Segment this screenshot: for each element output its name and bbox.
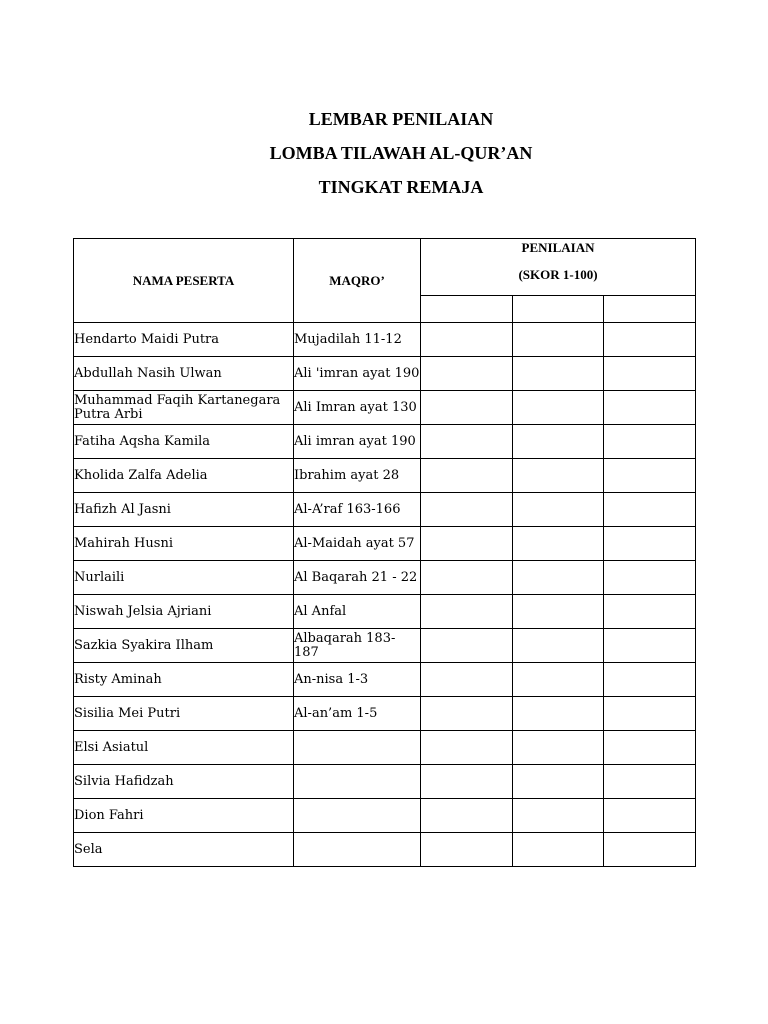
score-cell-1 <box>421 663 513 697</box>
table-row <box>74 595 696 629</box>
participant-name: Sazkia Syakira Ilham <box>74 637 214 653</box>
maqro-cell <box>294 663 421 697</box>
header-maqro: MAQRO’ <box>294 239 421 323</box>
maqro-text: Ali Imran ayat 130 <box>294 399 417 415</box>
participant-name-cell <box>74 697 294 731</box>
maqro-text: Al Baqarah 21 - 22 <box>294 569 418 585</box>
participant-name: Risty Aminah <box>74 671 162 687</box>
participant-name-cell <box>74 425 294 459</box>
title-line-1: LEMBAR PENILAIAN <box>308 109 494 129</box>
maqro-text: Ibrahim ayat 28 <box>294 467 400 483</box>
title-line-2: LOMBA TILAWAH AL-QUR’AN <box>269 143 533 163</box>
maqro-cell <box>294 459 421 493</box>
assessment-table <box>73 238 696 867</box>
score-cell-3 <box>604 527 696 561</box>
table-row <box>74 799 696 833</box>
maqro-cell <box>294 561 421 595</box>
score-cell-3 <box>604 833 696 867</box>
participant-name-cell <box>74 663 294 697</box>
score-cell-1 <box>421 833 513 867</box>
score-subheader-3 <box>604 296 696 323</box>
score-cell-2 <box>513 799 604 833</box>
score-cell-1 <box>421 799 513 833</box>
participant-name: Abdullah Nasih Ulwan <box>74 365 222 381</box>
participant-name: Muhammad Faqih Kartanegara Putra Arbi <box>74 392 281 422</box>
score-subheader-1 <box>421 296 513 323</box>
table-row <box>74 663 696 697</box>
table-row <box>74 765 696 799</box>
maqro-text: Al-A’raf 163-166 <box>294 501 401 517</box>
score-cell-1 <box>421 765 513 799</box>
score-cell-3 <box>604 425 696 459</box>
score-cell-1 <box>421 425 513 459</box>
score-cell-3 <box>604 629 696 663</box>
maqro-text: Albaqarah 183-187 <box>294 630 396 660</box>
participant-name-cell <box>74 323 294 357</box>
score-cell-2 <box>513 425 604 459</box>
maqro-cell <box>294 697 421 731</box>
table-body <box>74 323 696 867</box>
score-cell-2 <box>513 697 604 731</box>
score-cell-1 <box>421 391 513 425</box>
participant-name: Dion Fahri <box>74 807 144 823</box>
maqro-text: Ali imran ayat 190 <box>294 433 416 449</box>
score-cell-1 <box>421 595 513 629</box>
header-penilaian <box>421 239 696 296</box>
table-row <box>74 391 696 425</box>
score-cell-2 <box>513 731 604 765</box>
table-row <box>74 425 696 459</box>
maqro-cell <box>294 357 421 391</box>
header-skor-label: (SKOR 1-100) <box>518 267 598 282</box>
maqro-cell <box>294 799 421 833</box>
score-cell-2 <box>513 323 604 357</box>
participant-name-cell <box>74 527 294 561</box>
maqro-cell <box>294 595 421 629</box>
maqro-cell <box>294 629 421 663</box>
participant-name-cell <box>74 799 294 833</box>
maqro-cell <box>294 833 421 867</box>
score-cell-3 <box>604 357 696 391</box>
score-cell-1 <box>421 561 513 595</box>
participant-name: Hafizh Al Jasni <box>74 501 171 517</box>
header-penilaian-label: PENILAIAN <box>521 240 595 255</box>
score-cell-2 <box>513 357 604 391</box>
participant-name: Sisilia Mei Putri <box>74 705 181 721</box>
maqro-text: Ali 'imran ayat 190 <box>294 365 420 381</box>
score-cell-1 <box>421 697 513 731</box>
score-cell-1 <box>421 731 513 765</box>
score-cell-1 <box>421 493 513 527</box>
score-cell-3 <box>604 391 696 425</box>
participant-name: Sela <box>74 841 103 857</box>
score-cell-3 <box>604 323 696 357</box>
table-row <box>74 357 696 391</box>
participant-name: Silvia Hafidzah <box>74 773 174 789</box>
maqro-cell <box>294 731 421 765</box>
participant-name-cell <box>74 731 294 765</box>
score-cell-2 <box>513 629 604 663</box>
participant-name-cell <box>74 595 294 629</box>
maqro-cell <box>294 493 421 527</box>
score-cell-2 <box>513 493 604 527</box>
score-subheader-2 <box>513 296 604 323</box>
maqro-cell <box>294 425 421 459</box>
table-row <box>74 561 696 595</box>
participant-name: Elsi Asiatul <box>74 739 149 755</box>
score-cell-2 <box>513 663 604 697</box>
participant-name-cell <box>74 833 294 867</box>
maqro-cell <box>294 323 421 357</box>
maqro-text: Al-an’am 1-5 <box>294 705 378 721</box>
score-cell-1 <box>421 357 513 391</box>
score-cell-3 <box>604 697 696 731</box>
score-cell-3 <box>604 561 696 595</box>
table-row <box>74 493 696 527</box>
table-row <box>74 833 696 867</box>
score-cell-3 <box>604 731 696 765</box>
header-nama-peserta: NAMA PESERTA <box>74 239 294 323</box>
maqro-cell <box>294 527 421 561</box>
score-cell-1 <box>421 527 513 561</box>
document-title <box>0 102 768 204</box>
participant-name: Fatiha Aqsha Kamila <box>74 433 211 449</box>
maqro-cell <box>294 765 421 799</box>
participant-name-cell <box>74 459 294 493</box>
participant-name: Mahirah Husni <box>74 535 173 551</box>
participant-name: Hendarto Maidi Putra <box>74 331 220 347</box>
score-cell-3 <box>604 595 696 629</box>
table-row <box>74 527 696 561</box>
participant-name-cell <box>74 765 294 799</box>
score-cell-2 <box>513 595 604 629</box>
maqro-cell <box>294 391 421 425</box>
participant-name: Kholida Zalfa Adelia <box>74 467 208 483</box>
score-cell-2 <box>513 391 604 425</box>
participant-name: Nurlaili <box>74 569 125 585</box>
score-cell-2 <box>513 561 604 595</box>
participant-name-cell <box>74 629 294 663</box>
table-row <box>74 697 696 731</box>
maqro-text: Al-Maidah ayat 57 <box>294 535 415 551</box>
score-cell-2 <box>513 459 604 493</box>
score-cell-2 <box>513 527 604 561</box>
title-line-3: TINGKAT REMAJA <box>318 177 484 197</box>
score-cell-3 <box>604 765 696 799</box>
table-row <box>74 731 696 765</box>
score-cell-1 <box>421 323 513 357</box>
score-cell-2 <box>513 765 604 799</box>
score-cell-3 <box>604 663 696 697</box>
participant-name-cell <box>74 561 294 595</box>
table-row <box>74 323 696 357</box>
table-row <box>74 459 696 493</box>
participant-name-cell <box>74 357 294 391</box>
score-cell-2 <box>513 833 604 867</box>
table-row <box>74 629 696 663</box>
participant-name-cell <box>74 493 294 527</box>
score-cell-1 <box>421 459 513 493</box>
score-cell-1 <box>421 629 513 663</box>
maqro-text: An-nisa 1-3 <box>294 671 369 687</box>
score-cell-3 <box>604 799 696 833</box>
participant-name: Niswah Jelsia Ajriani <box>74 603 212 619</box>
maqro-text: Mujadilah 11-12 <box>294 331 402 347</box>
score-cell-3 <box>604 459 696 493</box>
score-cell-3 <box>604 493 696 527</box>
maqro-text: Al Anfal <box>294 603 347 619</box>
participant-name-cell <box>74 391 294 425</box>
